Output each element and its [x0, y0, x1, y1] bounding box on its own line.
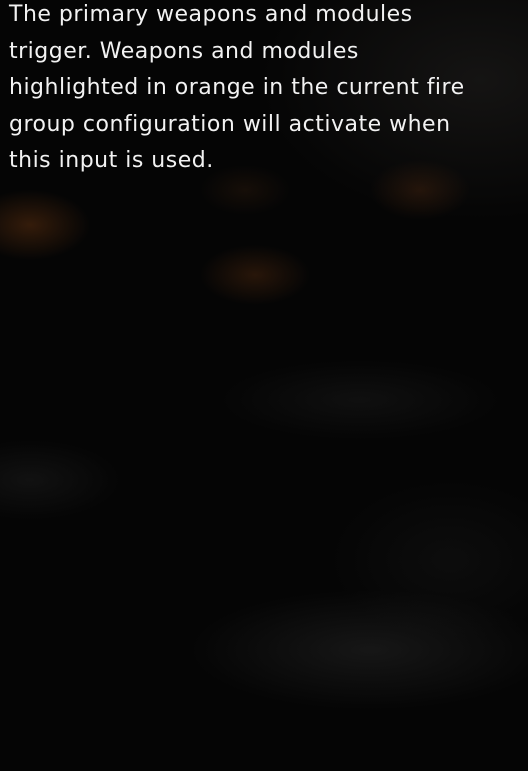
input-description-text: The primary weapons and modules trigger. Weapons and modules highlighted in orange in the current fire group configuration will activate when this input is used. — [9, 2, 465, 173]
